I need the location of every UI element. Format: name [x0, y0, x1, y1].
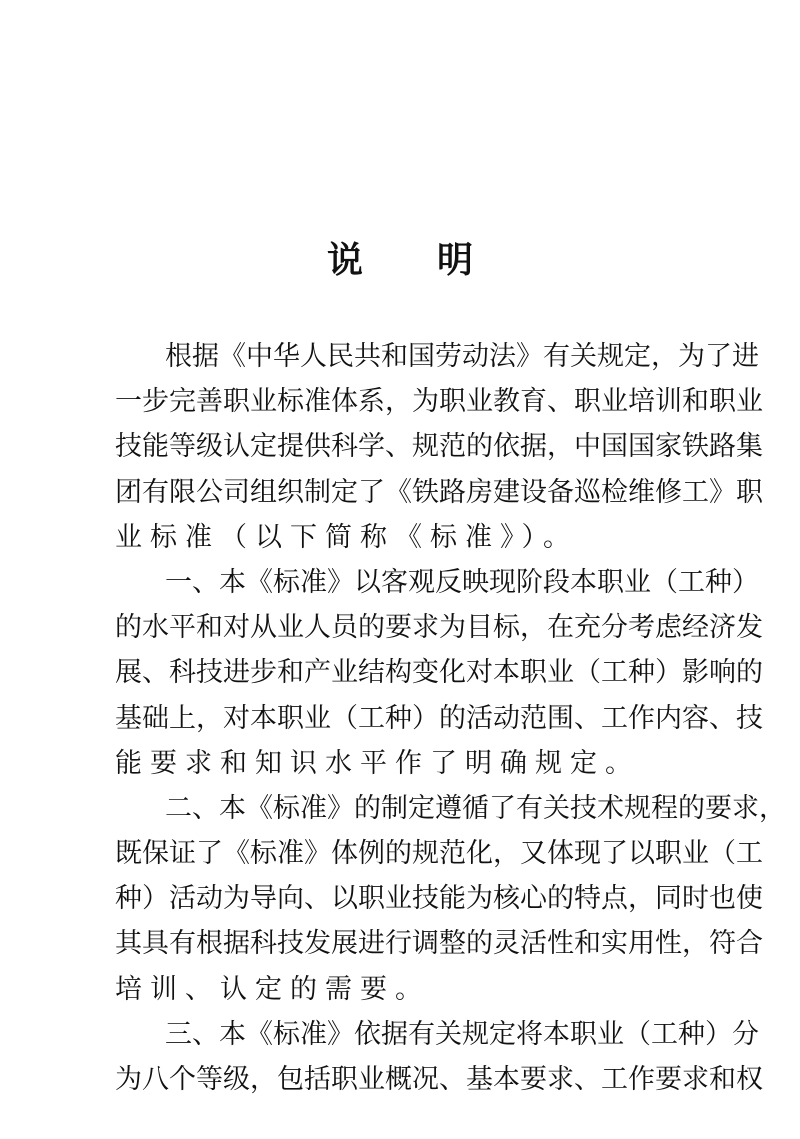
text-line: 基础上，对本职业（工种）的活动范围、工作内容、技: [115, 702, 763, 734]
text-line: 既保证了《标准》体例的规范化，又体现了以职业（工: [115, 838, 763, 870]
paragraph: [115, 1012, 763, 1102]
paragraph: [115, 786, 786, 1012]
text-line: 的水平和对从业人员的要求为目标，在充分考虑经济发: [115, 612, 763, 644]
text-line: 种）活动为导向、以职业技能为核心的特点，同时也使: [115, 883, 763, 915]
text-line: 二、本《标准》的制定遵循了有关技术规程的要求，: [165, 792, 786, 824]
text-line: 能要求和知识水平作了明确规定。: [115, 747, 640, 779]
text-line: 业标准（以下简称《标准》）。: [115, 521, 578, 553]
text-line: 技能等级认定提供科学、规范的依据，中国国家铁路集: [115, 431, 763, 463]
document-body: [115, 334, 786, 1102]
text-line: 为八个等级，包括职业概况、基本要求、工作要求和权: [115, 1064, 763, 1095]
text-line: 一、本《标准》以客观反映现阶段本职业（工种）: [165, 566, 759, 598]
title-char-1: 说: [326, 239, 363, 281]
text-line: 根据《中华人民共和国劳动法》有关规定，为了进: [165, 341, 759, 372]
text-line: 培训、认定的需要。: [115, 973, 430, 1005]
paragraph: [115, 560, 763, 786]
text-line: 其具有根据科技发展进行调整的灵活性和实用性，符合: [115, 928, 763, 960]
text-line: 一步完善职业标准体系，为职业教育、职业培训和职业: [115, 386, 763, 418]
text-line: 团有限公司组织制定了《铁路房建设备巡检维修工》职: [115, 476, 763, 508]
text-line: 三、本《标准》依据有关规定将本职业（工种）分: [165, 1018, 759, 1050]
text-line: 展、科技进步和产业结构变化对本职业（工种）影响的: [115, 657, 763, 689]
title-char-2: 明: [437, 239, 474, 281]
page-title: [0, 232, 800, 283]
paragraph: [115, 334, 763, 560]
